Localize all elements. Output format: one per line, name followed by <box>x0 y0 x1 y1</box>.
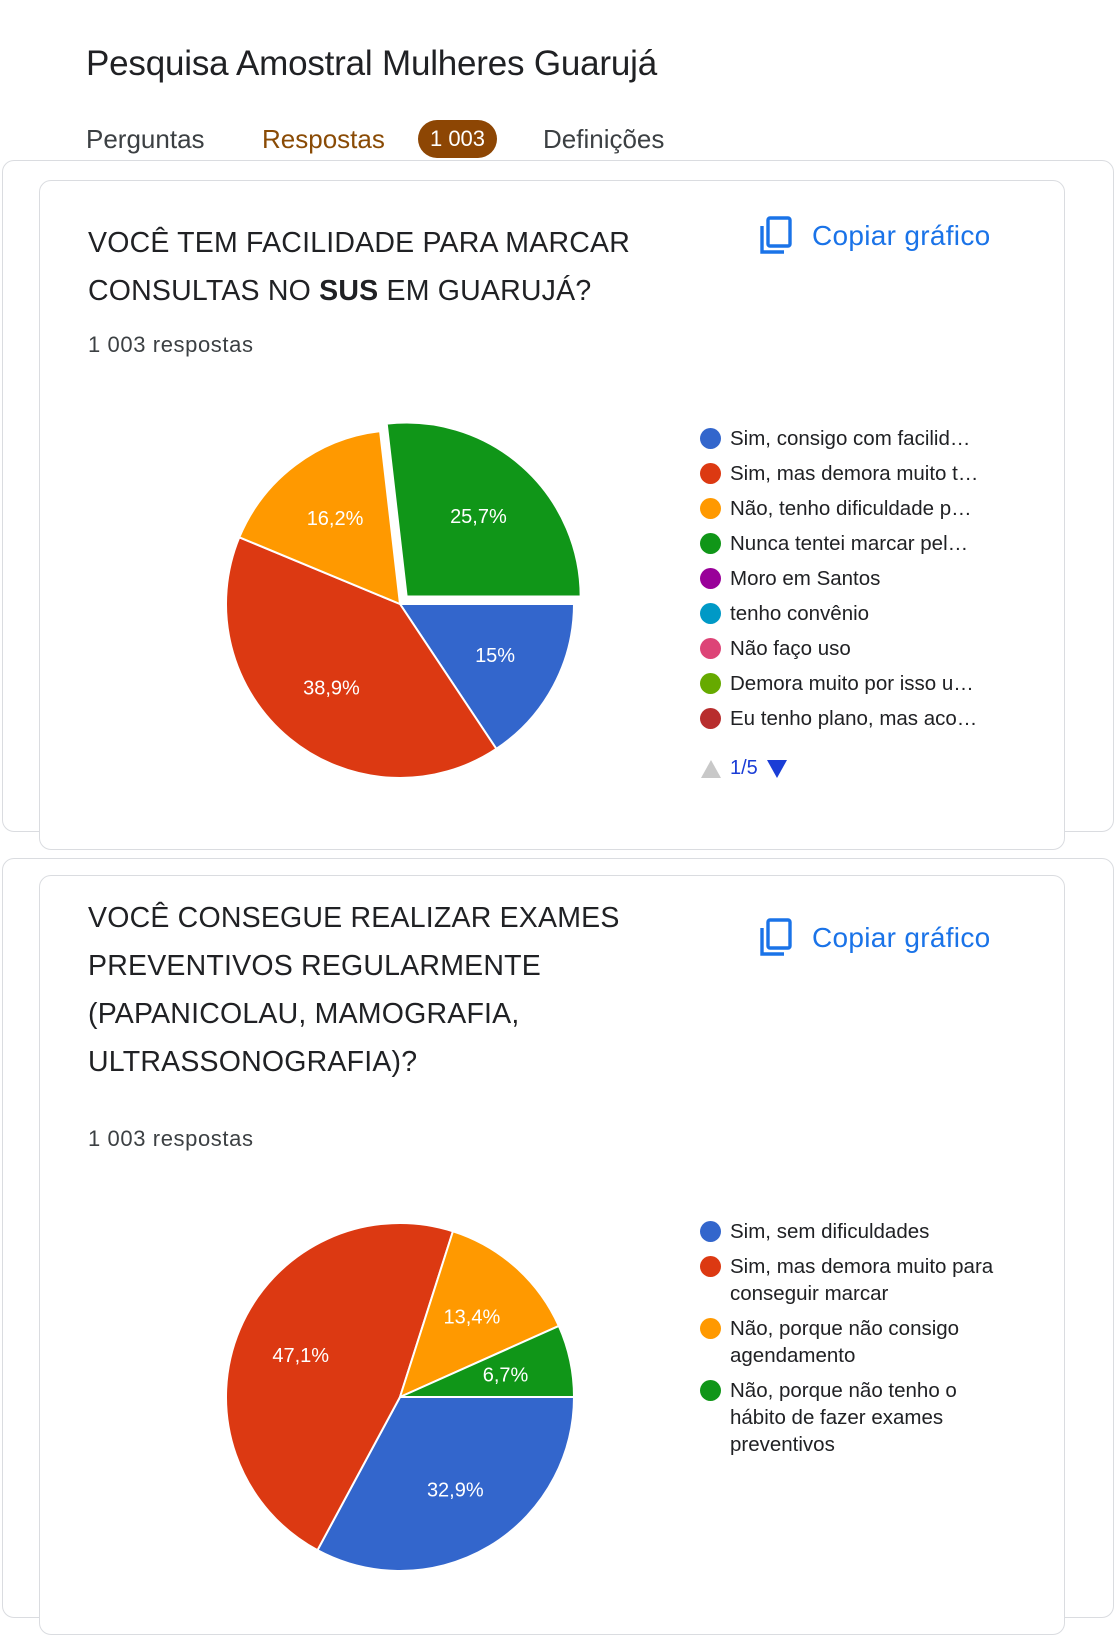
pie-chart-2 <box>200 1197 600 1597</box>
legend-item[interactable] <box>700 495 1000 522</box>
legend-color-dot <box>700 428 721 449</box>
pie-slice-label: 15% <box>475 644 516 667</box>
response-count: 1 003 respostas <box>88 332 254 357</box>
question-title-1 <box>88 219 630 315</box>
legend-label: Não, tenho dificuldade p… <box>730 497 972 520</box>
legend-label: tenho convênio <box>730 602 870 625</box>
legend-color-dot <box>700 1221 721 1242</box>
tab-respostas-label: Respostas <box>262 124 385 154</box>
legend-item[interactable] <box>700 1218 1000 1245</box>
legend-label: Moro em Santos <box>730 567 881 590</box>
legend-label: Sim, mas demora muito t… <box>730 462 979 485</box>
copy-chart-label: Copiar gráfico <box>812 922 991 953</box>
legend-item[interactable] <box>700 635 1000 662</box>
pie-slice-label: 38,9% <box>303 677 360 700</box>
tab-perguntas[interactable]: Perguntas <box>86 124 205 154</box>
legend-color-dot <box>700 708 721 729</box>
legend-color-dot <box>700 1256 721 1277</box>
question-title-2 <box>88 894 620 1086</box>
legend-label: Sim, sem dificuldades <box>730 1220 930 1243</box>
copy-chart-button[interactable] <box>758 918 991 958</box>
legend-color-dot <box>700 498 721 519</box>
legend-color-dot <box>700 1318 721 1339</box>
legend-label: Sim, consigo com facilid… <box>730 427 971 450</box>
legend-item[interactable] <box>700 425 1000 452</box>
triangle-up-icon[interactable] <box>700 759 722 779</box>
copy-chart-label: Copiar gráfico <box>812 220 991 251</box>
response-count: 1 003 respostas <box>88 1126 254 1151</box>
pie-slice-label: 6,7% <box>482 1364 529 1387</box>
question-card-1 <box>39 180 1065 850</box>
legend-color-dot <box>700 463 721 484</box>
triangle-down-icon[interactable] <box>766 759 788 779</box>
pie-slice-label: 47,1% <box>272 1344 330 1367</box>
form-title: Pesquisa Amostral Mulheres Guarujá <box>86 44 657 83</box>
pager-text: 1/5 <box>730 757 758 779</box>
legend-item[interactable] <box>700 530 1000 557</box>
tab-definicoes[interactable]: Definições <box>543 124 665 154</box>
legend-pager <box>700 757 788 780</box>
legend-item[interactable] <box>700 1377 1000 1458</box>
tab-respostas[interactable] <box>262 124 385 155</box>
legend-label: Nunca tentei marcar pel… <box>730 532 969 555</box>
question-title-line: CONSULTAS NO SUS EM GUARUJÁ? <box>88 275 592 307</box>
legend-color-dot <box>700 568 721 589</box>
copy-icon <box>758 918 794 958</box>
question-title-line: VOCÊ TEM FACILIDADE PARA MARCAR <box>88 227 631 259</box>
chart-legend-1 <box>700 425 1000 740</box>
question-title-line: (PAPANICOLAU, MAMOGRAFIA, <box>88 998 520 1030</box>
legend-color-dot <box>700 1380 721 1401</box>
legend-label: Não, porque não consigo agendamento <box>730 1317 960 1367</box>
pie-slice-label: 32,9% <box>426 1479 484 1502</box>
legend-label: Não faço uso <box>730 637 851 660</box>
pie-chart-1 <box>200 404 600 804</box>
copy-chart-button[interactable] <box>758 216 991 256</box>
legend-item[interactable] <box>700 460 1000 487</box>
copy-icon <box>758 216 794 256</box>
question-title-line: ULTRASSONOGRAFIA)? <box>88 1046 418 1078</box>
question-card-2 <box>39 875 1065 1635</box>
legend-item[interactable] <box>700 705 1000 732</box>
pie-slices <box>226 1223 574 1571</box>
legend-color-dot <box>700 533 721 554</box>
legend-color-dot <box>700 603 721 624</box>
pie-slice-label: 13,4% <box>443 1306 501 1329</box>
response-count-badge: 1 003 <box>418 120 497 158</box>
pie-slice-label: 25,7% <box>450 506 507 529</box>
question-title-line: PREVENTIVOS REGULARMENTE <box>88 950 541 982</box>
legend-color-dot <box>700 638 721 659</box>
legend-label: Sim, mas demora muito para conseguir marcar <box>730 1255 994 1305</box>
legend-item[interactable] <box>700 670 1000 697</box>
legend-item[interactable] <box>700 565 1000 592</box>
legend-label: Não, porque não tenho o hábito de fazer exames preventivos <box>730 1379 957 1456</box>
legend-label: Eu tenho plano, mas aco… <box>730 707 978 730</box>
question-title-line: VOCÊ CONSEGUE REALIZAR EXAMES <box>88 902 620 934</box>
legend-label: Demora muito por isso u… <box>730 672 974 695</box>
pie-slices <box>226 423 581 778</box>
legend-item[interactable] <box>700 600 1000 627</box>
legend-item[interactable] <box>700 1253 1000 1307</box>
legend-item[interactable] <box>700 1315 1000 1369</box>
legend-color-dot <box>700 673 721 694</box>
pie-slice-label: 16,2% <box>306 507 364 530</box>
chart-legend-2 <box>700 1218 1000 1466</box>
